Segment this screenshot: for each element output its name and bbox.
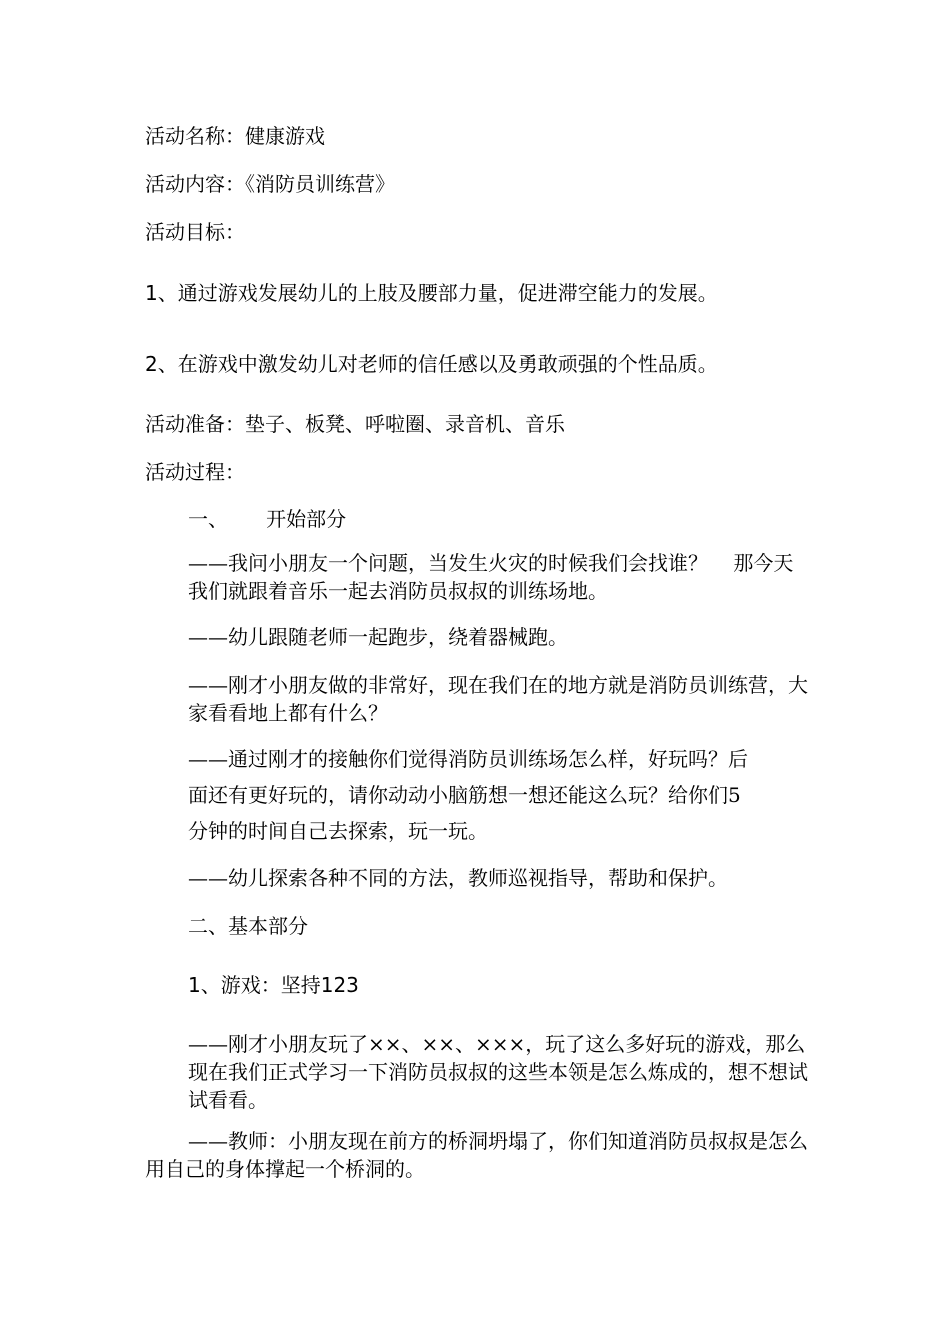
section-basic-heading: 二、基本部分: [188, 914, 308, 938]
goal-item-1: 1、通过游戏发展幼儿的上肢及腰部力量，促进滞空能力的发展。: [145, 281, 718, 305]
paragraph-explore-line-3: 分钟的时间自己去探索，玩一玩。: [188, 819, 488, 843]
paragraph-learn-skills: ——刚才小朋友玩了××、××、×××，玩了这么多好玩的游戏，那么现在我们正式学习一下消防员叔叔的这些本领是怎么炼成的，想不想试试看看。: [188, 1032, 808, 1112]
activity-process-heading: 活动过程：: [145, 460, 245, 484]
section-start-heading: 一、 开始部分: [188, 507, 347, 531]
activity-preparation: 活动准备：垫子、板凳、呼啦圈、录音机、音乐: [145, 412, 565, 436]
paragraph-running: ——幼儿跟随老师一起跑步，绕着器械跑。: [188, 625, 568, 649]
paragraph-explore-line-2: 面还有更好玩的，请你动动小脑筋想一想还能这么玩？给你们5: [188, 783, 741, 807]
paragraph-training-camp: ——刚才小朋友做的非常好，现在我们在的地方就是消防员训练营，大家看看地上都有什么？: [188, 673, 808, 725]
activity-content: 活动内容：《消防员训练营》: [145, 172, 395, 196]
paragraph-question: ——我问小朋友一个问题，当发生火灾的时候我们会找谁？ 那今天我们就跟着音乐一起去消防员叔叔的训练场地。: [188, 551, 794, 603]
goal-item-2: 2、在游戏中激发幼儿对老师的信任感以及勇敢顽强的个性品质。: [145, 352, 718, 376]
activity-name: 活动名称：健康游戏: [145, 124, 325, 148]
game-title: 1、游戏：坚持123: [188, 973, 359, 997]
activity-goals-heading: 活动目标：: [145, 220, 245, 244]
paragraph-children-explore: ——幼儿探索各种不同的方法，教师巡视指导，帮助和保护。: [188, 866, 728, 890]
paragraph-explore-line-1: ——通过刚才的接触你们觉得消防员训练场怎么样，好玩吗？后: [188, 747, 748, 771]
paragraph-bridge: ——教师：小朋友现在前方的桥洞坍塌了，你们知道消防员叔叔是怎么用自己的身体撑起一个桥洞的。: [145, 1129, 808, 1181]
